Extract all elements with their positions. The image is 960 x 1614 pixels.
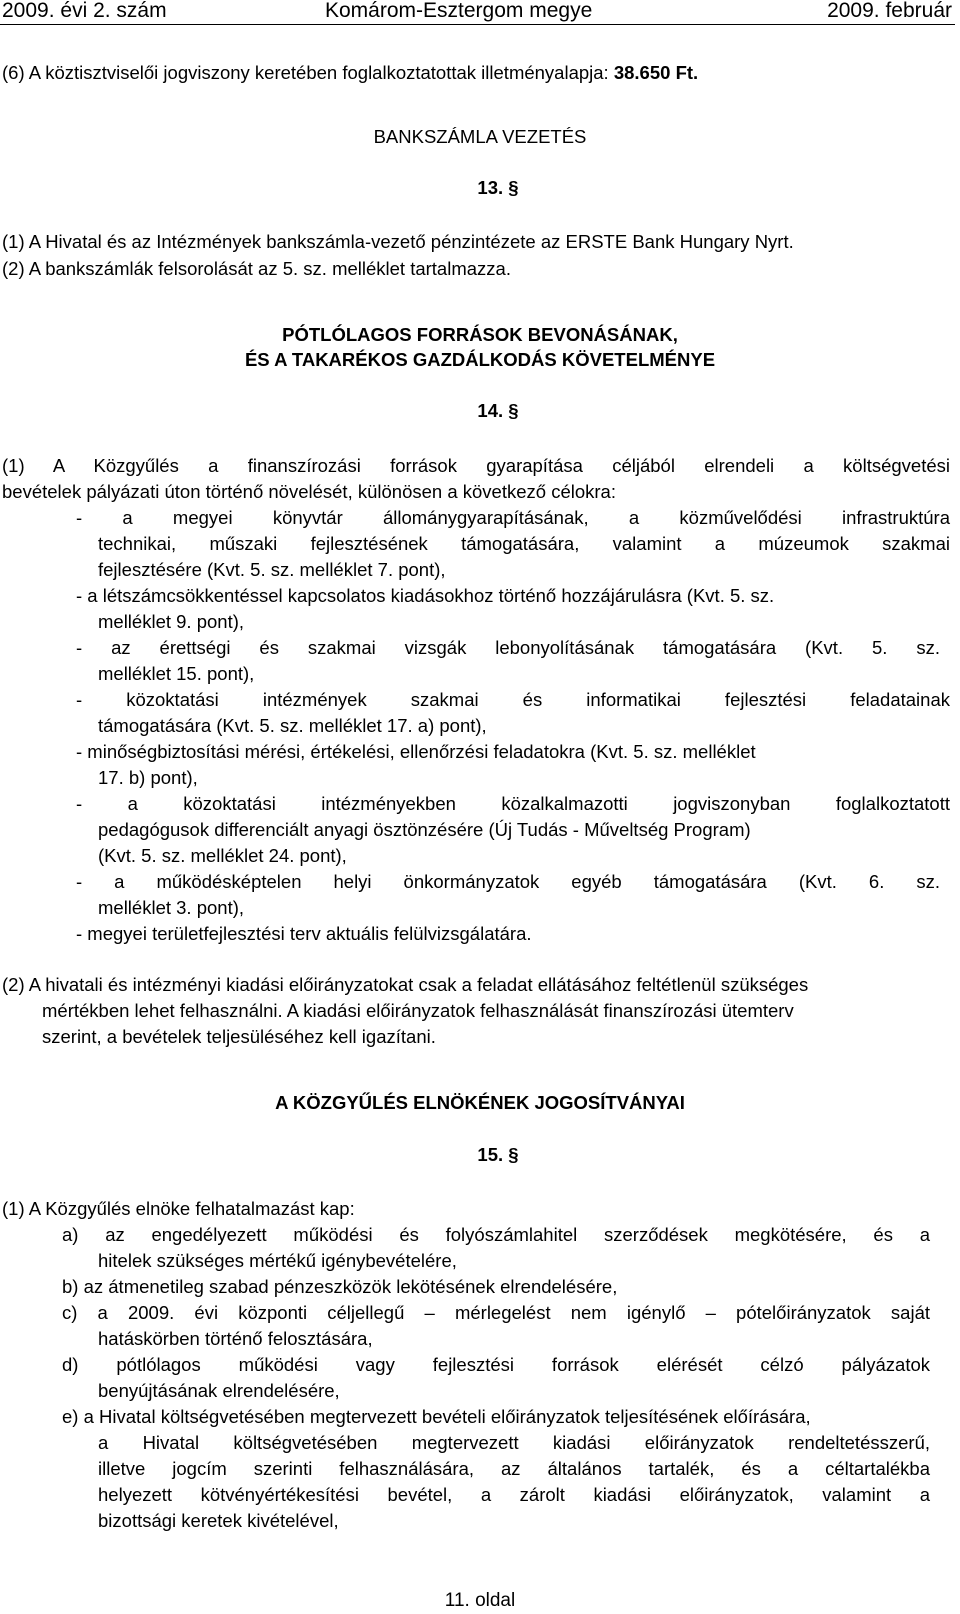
issue-number: 2009. évi 2. szám xyxy=(2,0,167,22)
para-14-1-line1: (1) A Közgyűlés a finanszírozási források gyarapítása céljából elrendeli a költségvetési xyxy=(2,455,950,476)
list-item-5-line2: 17. b) pont), xyxy=(98,767,198,788)
list-item-1-line3: fejlesztésére (Kvt. 5. sz. melléklet 7. pont), xyxy=(98,559,446,580)
para-13-1: (1) A Hivatal és az Intézmények bankszámla-vezető pénzintézete az ERSTE Bank Hungary Nyrt. xyxy=(2,231,794,252)
list-item-2-line2: melléklet 9. pont), xyxy=(98,611,245,632)
item-a-line2: hitelek szükséges mértékű igénybevételére, xyxy=(98,1250,457,1271)
item-c-line1: c) a 2009. évi központi céljellegű – mérlegelést nem igénylő – pótelőirányzatok saját xyxy=(62,1302,930,1323)
item-e-line5: bizottsági keretek kivételével, xyxy=(98,1510,339,1531)
county-name: Komárom-Esztergom megye xyxy=(325,0,593,22)
item-e-line3: illetve jogcím szerinti felhasználására, az általános tartalék, és a céltartalékba xyxy=(98,1458,930,1479)
page-number: 11. oldal xyxy=(444,1590,516,1611)
running-header xyxy=(0,0,960,23)
salary-base-text: (6) A köztisztviselői jogviszony keretében foglalkoztatottak illetményalapja: xyxy=(2,62,614,83)
para-14-2-line1: (2) A hivatali és intézményi kiadási előirányzatokat csak a feladat ellátásához feltétlenül szükséges xyxy=(2,974,809,995)
item-a-line1: a) az engedélyezett működési és folyószámlahitel szerződések megkötésére, és a xyxy=(62,1224,930,1245)
item-e-line1: e) a Hivatal költségvetésében megtervezett bevételi előirányzatok teljesítésének előírására, xyxy=(62,1406,811,1427)
list-item-4-line2: támogatására (Kvt. 5. sz. melléklet 17. a) pont), xyxy=(98,715,487,736)
issue-date: 2009. február xyxy=(827,0,952,22)
para-13-2: (2) A bankszámlák felsorolását az 5. sz. melléklet tartalmazza. xyxy=(2,258,511,279)
section-14: 14. § xyxy=(477,400,519,421)
para-14-2-line2: mértékben lehet felhasználni. A kiadási előirányzatok felhasználását finanszírozási ütemterv xyxy=(42,1000,794,1021)
list-item-6-line2: pedagógusok differenciált anyagi ösztönzésére (Új Tudás - Műveltség Program) xyxy=(98,819,751,840)
list-item-3-line2: melléklet 15. pont), xyxy=(98,663,255,684)
list-item-1-line1: - a megyei könyvtár állománygyarapításának, a közművelődési infrastruktúra xyxy=(76,507,950,528)
list-item-1-line2: technikai, műszaki fejlesztésének támogatására, valamint a múzeumok szakmai xyxy=(98,533,950,554)
list-item-4-line1: - közoktatási intézmények szakmai és informatikai fejlesztési feladatainak xyxy=(76,689,950,710)
item-b-line1: b) az átmenetileg szabad pénzeszközök lekötésének elrendelésére, xyxy=(62,1276,618,1297)
list-item-7-line1: - a működésképtelen helyi önkormányzatok egyéb támogatására (Kvt. 6. sz. xyxy=(76,871,940,892)
item-d-line2: benyújtásának elrendelésére, xyxy=(98,1380,340,1401)
para-15-1: (1) A Közgyűlés elnöke felhatalmazást kap: xyxy=(2,1198,355,1219)
list-item-6-line3: (Kvt. 5. sz. melléklet 24. pont), xyxy=(98,845,347,866)
para-14-2-line3: szerint, a bevételek teljesüléséhez kell igazítani. xyxy=(42,1026,436,1047)
section-13: 13. § xyxy=(477,177,519,198)
list-item-6-line1: - a közoktatási intézményekben közalkalmazotti jogviszonyban foglalkoztatott xyxy=(76,793,950,814)
section-15: 15. § xyxy=(477,1144,519,1165)
heading-president-powers: A KÖZGYŰLÉS ELNÖKÉNEK JOGOSÍTVÁNYAI xyxy=(275,1092,685,1113)
list-item-2-line1: - a létszámcsökkentéssel kapcsolatos kiadásokhoz történő hozzájárulásra (Kvt. 5. sz. xyxy=(76,585,775,606)
item-d-line1: d) pótlólagos működési vagy fejlesztési források elérését célzó pályázatok xyxy=(62,1354,930,1375)
salary-base-line xyxy=(2,60,950,86)
list-item-3-line1: - az érettségi és szakmai vizsgák lebonyolításának támogatására (Kvt. 5. sz. xyxy=(76,637,940,658)
item-e-line4: helyezett kötvényértékesítési bevétel, a zárolt kiadási előirányzatok, valamint a xyxy=(98,1484,930,1505)
list-item-5-line1: - minőségbiztosítási mérési, értékelési, ellenőrzési feladatokra (Kvt. 5. sz. melléklet xyxy=(76,741,756,762)
heading-additional-sources-2: ÉS A TAKARÉKOS GAZDÁLKODÁS KÖVETELMÉNYE xyxy=(244,349,716,370)
list-item-8-line1: - megyei területfejlesztési terv aktuális felülvizsgálatára. xyxy=(76,923,532,944)
header-rule xyxy=(0,24,955,25)
heading-additional-sources-1: PÓTLÓLAGOS FORRÁSOK BEVONÁSÁNAK, xyxy=(282,324,678,345)
item-c-line2: hatáskörben történő felosztására, xyxy=(98,1328,373,1349)
list-item-7-line2: melléklet 3. pont), xyxy=(98,897,245,918)
heading-bank-account: BANKSZÁMLA VEZETÉS xyxy=(373,126,587,147)
item-e-line2: a Hivatal költségvetésében megtervezett kiadási előirányzatok rendeltetésszerű, xyxy=(98,1432,930,1453)
para-14-1-line2: bevételek pályázati úton történő növelését, különösen a következő célokra: xyxy=(2,481,616,502)
salary-base-amount: 38.650 Ft. xyxy=(613,62,699,83)
